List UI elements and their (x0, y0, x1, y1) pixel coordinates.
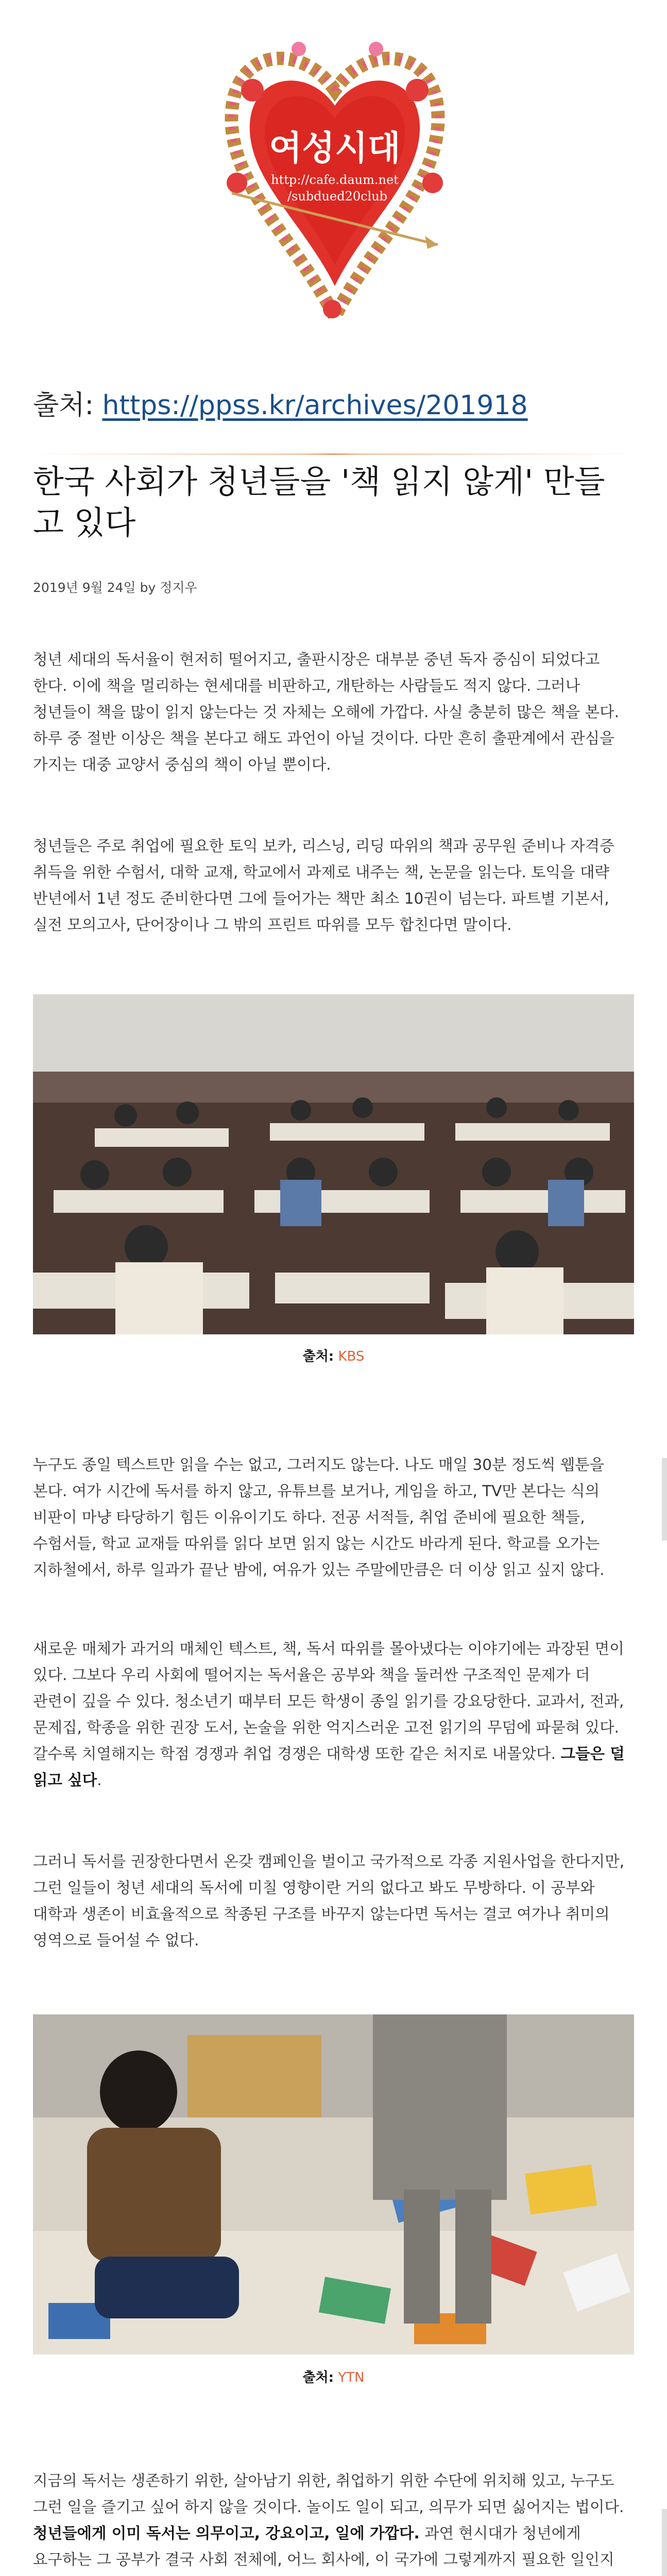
photo-caption-1 (0, 1346, 667, 1365)
paragraph-6-emphasis: 청년들에게 이미 독서는 의무이고, 강요이고, 일에 가깝다. (33, 2524, 420, 2542)
paragraph-3: 누구도 종일 텍스트만 읽을 수는 없고, 그러지도 않는다. 나도 매일 30분 정도씩 웹툰을 본다. 여가 시간에 독서를 하지 않고, 유튜브를 보거나, 게임을 하고, TV만 본다는 식의 비판이 마냥 타당하기 힘든 이유이기도 하다. 전공 서적들, 취업 준비에 필요한 책들, 수험서들, 학교 교재들 따위를 읽다 보면 읽지 않는 시간도 바라게 된다. 학교를 오가는 지하철에서, 하루 일과가 끝난 밤에, 여유가 있는 주말에만큼은 더 이상 읽고 싶지 않다. (33, 1456, 605, 1579)
divider (33, 453, 634, 455)
cafe-logo (221, 28, 448, 327)
source-link[interactable]: https://ppss.kr/archives/201918 (102, 390, 528, 421)
caption-source: KBS (338, 1349, 365, 1364)
caption-source: YTN (338, 2370, 365, 2385)
caption-label: 출처: (302, 2370, 334, 2385)
article-title: 한국 사회가 청년들을 '책 읽지 않게' 만들고 있다 (33, 463, 605, 541)
photo-caption-2 (0, 2367, 667, 2386)
paragraph-2: 청년들은 주로 취업에 필요한 토익 보카, 리스닝, 리딩 따위의 책과 공무원 준비나 자격증 취득을 위한 수험서, 대학 교재, 학교에서 과제로 내주는 책, 논문을 읽는다. 토익을 대략 반년에서 1년 정도 준비한다면 그에 들어가는 책만 최소 10권이 넘는다. 파트별 기본서, 실전 모의고사, 단어장이나 그 밖의 프린트 따위를 모두 합친다면 말이다. (33, 837, 614, 934)
byline-by: by (140, 580, 156, 595)
logo-title: 여성시대 (269, 128, 401, 168)
paragraph-4-emphasis: 그들은 덜 읽고 싶다 (33, 1745, 625, 1789)
article-meta (33, 578, 197, 596)
paragraph-1: 청년 세대의 독서율이 현저히 떨어지고, 출판시장은 대부분 중년 독자 중심이 되었다고 한다. 이에 책을 멀리하는 현세대를 비판하고, 개탄하는 사람들도 적지 않다. 그러나 청년들이 책을 많이 읽지 않는다는 것 자체는 오해에 가깝다. 사실 충분히 많은 책을 본다. 하루 중 절반 이상은 책을 본다고 해도 과언이 아닐 것이다. 다만 흔히 출판계에서 관심을 가지는 대중 교양서 중심의 책이 아닐 뿐이다. (33, 651, 620, 773)
paragraph-4-end: . (97, 1771, 102, 1789)
source-label: 출처: (33, 390, 94, 421)
paragraph-4-text: 새로운 매체가 과거의 매체인 텍스트, 책, 독서 따위를 몰아냈다는 이야기에는 과장된 면이 있다. 그보다 우리 사회에 떨어지는 독서율은 공부와 책을 둘러싼 구조적인 문제가 더 관련이 깊을 수 있다. 청소년기 때부터 모든 학생이 종일 읽기를 강요당한다. 교과서, 전과, 문제집, 학종을 위한 권장 도서, 논술을 위한 억지스러운 고전 읽기의 무덤에 파묻혀 있다. 갈수록 치열해지는 학점 경쟁과 취업 경쟁은 대학생 또한 같은 처지로 내몰았다. (33, 1640, 624, 1762)
article-date: 2019년 9월 24일 (33, 580, 136, 595)
paragraph-5: 그러니 독서를 권장한다면서 온갖 캠페인을 벌이고 국가적으로 각종 지원사업을 한다지만, 그런 일들이 청년 세대의 독서에 미칠 영향이란 거의 없다고 봐도 무방하다. 이 공부와 대학과 생존이 비효율적으로 착종된 구조를 바꾸지 않는다면 독서는 결코 여가나 취미의 영역으로 들어설 수 없다. (33, 1853, 625, 1949)
scrollbar-marker[interactable] (662, 1458, 667, 1540)
article-author: 정지우 (160, 580, 197, 595)
paragraph-4 (33, 1636, 634, 1793)
classroom-photo (33, 994, 634, 1334)
source-line (33, 383, 528, 422)
books-photo (33, 2014, 634, 2354)
paragraph-6-end: 과연 현시대가 청년에게 요구하는 그 공부가 결국 사회 전체에, 어느 회사에, 이 국가에 그렇게까지 필요한 일인지 (33, 2524, 614, 2568)
logo-url-line2: /subdued20club (287, 189, 388, 204)
scrollbar-marker[interactable] (662, 2509, 667, 2576)
logo-url-line1: http://cafe.daum.net (271, 173, 399, 187)
caption-label: 출처: (302, 1349, 334, 1364)
paragraph-6 (33, 2468, 634, 2576)
paragraph-6-text: 지금의 독서는 생존하기 위한, 살아남기 위한, 취업하기 위한 수단에 위치해 있고, 누구도 그런 일을 즐기고 싶어 하지 않을 것이다. 놀이도 일이 되고, 의무가 되면 싫어지는 법이다. (33, 2472, 624, 2516)
